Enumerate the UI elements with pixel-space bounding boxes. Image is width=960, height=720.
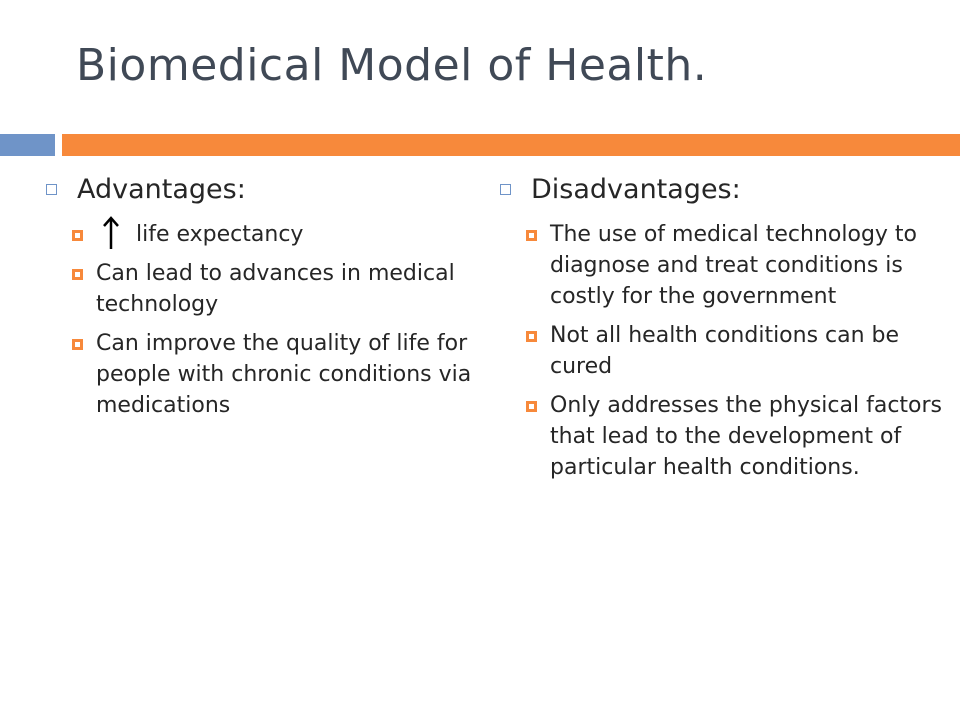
disadvantages-column: [500, 174, 955, 491]
disadvantage-item-text: The use of medical technology to diagnose and treat conditions is costly for the government: [550, 222, 918, 309]
disadvantage-item-text: Not all health conditions can be cured: [550, 323, 900, 379]
disadvantages-heading: Disadvantages:: [531, 174, 741, 205]
disadvantage-item: [526, 320, 955, 382]
advantage-item: [72, 258, 486, 320]
square-bullet-icon: [526, 401, 537, 412]
disadvantage-item-text: Only addresses the physical factors that lead to the development of particular health conditions.: [550, 393, 943, 480]
accent-bar-blue: [0, 134, 55, 156]
advantages-column: [46, 174, 486, 429]
disadvantages-heading-row: [500, 174, 955, 205]
square-bullet-icon: [72, 269, 83, 280]
square-bullet-icon: [526, 331, 537, 342]
advantage-item-text: Can lead to advances in medical technology: [96, 261, 455, 317]
advantage-item-text: life expectancy: [136, 222, 304, 247]
advantages-heading-row: [46, 174, 486, 205]
advantage-item: [72, 219, 486, 250]
hollow-square-bullet-icon: [46, 184, 57, 195]
square-bullet-icon: [72, 339, 83, 350]
square-bullet-icon: [72, 230, 83, 241]
disadvantage-item: [526, 390, 955, 483]
up-arrow-icon: [96, 215, 126, 249]
hollow-square-bullet-icon: [500, 184, 511, 195]
disadvantage-item: [526, 219, 955, 312]
accent-bar-orange: [62, 134, 960, 156]
advantage-item: [72, 328, 486, 421]
advantage-item-text: Can improve the quality of life for people with chronic conditions via medications: [96, 331, 472, 418]
slide-title: Biomedical Model of Health.: [76, 40, 708, 91]
square-bullet-icon: [526, 230, 537, 241]
advantages-heading: Advantages:: [77, 174, 246, 205]
